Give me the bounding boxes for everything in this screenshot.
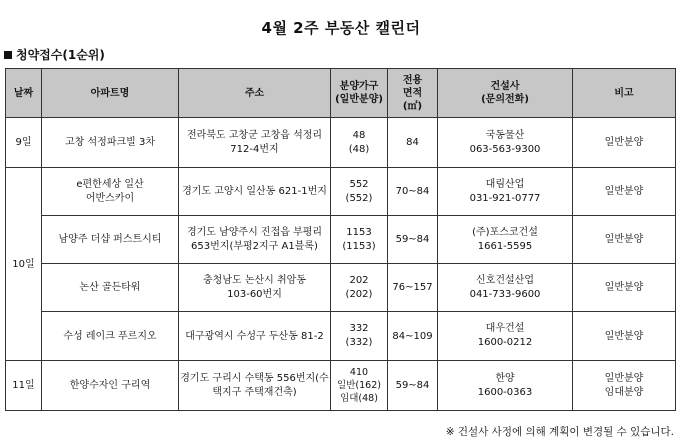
address-line: 653번지(부평2지구 A1블록) (191, 240, 318, 252)
builder-phone: 063-563-9300 (469, 143, 541, 155)
builder-name: (주)포스코건설 (472, 226, 538, 238)
remarks-line: 임대분양 (604, 386, 644, 398)
units-line: (48) (348, 143, 370, 155)
address-line: 전라북도 고창군 고창읍 석정리 (186, 129, 323, 141)
header-remarks: 비고 (573, 69, 676, 118)
units-cell (331, 118, 388, 168)
remarks-line: 일반분양 (604, 330, 644, 342)
apartment-cell (42, 118, 179, 168)
remarks-line: 일반분양 (604, 186, 644, 197)
units-line: 48 (352, 129, 366, 141)
remarks-cell (573, 361, 676, 411)
remarks-line: 일반분양 (604, 282, 644, 293)
header-area-line: 면적 (402, 87, 423, 99)
table-row (6, 216, 676, 264)
header-builder (438, 69, 573, 118)
address-cell (179, 361, 331, 411)
units-cell (331, 264, 388, 312)
builder-phone: 1600-0212 (477, 337, 533, 348)
builder-name: 대림산업 (485, 178, 525, 190)
builder-cell (438, 118, 573, 168)
address-line: 경기도 고양시 일산동 621-1번지 (182, 186, 327, 197)
apartment-cell (42, 312, 179, 361)
calendar-table (5, 68, 676, 411)
units-line: 1153 (346, 226, 372, 238)
apartment-line: 한양수자인 구리역 (69, 380, 151, 391)
area-cell: 59~84 (388, 216, 438, 264)
apartment-line: 고창 석정파크빌 3차 (65, 137, 155, 148)
units-line: 332 (349, 323, 369, 334)
units-line: (552) (345, 192, 373, 204)
remarks-line: 일반분양 (604, 234, 644, 245)
address-cell (179, 168, 331, 216)
remarks-line: 일반분양 (604, 372, 644, 384)
address-line: 충청남도 논산시 취암동 (203, 274, 306, 286)
builder-phone: 1600-0363 (477, 386, 533, 398)
area-cell: 84 (388, 118, 438, 168)
apartment-line: e편한세상 일산 (76, 178, 144, 190)
builder-cell (438, 312, 573, 361)
apartment-cell (42, 264, 179, 312)
table-row (6, 168, 676, 216)
units-line: (202) (345, 288, 373, 300)
apartment-line: 수성 레이크 푸르지오 (63, 330, 157, 342)
square-bullet-icon (4, 51, 12, 59)
footnote: ※ 건설사 사정에 의해 계획이 변경될 수 있습니다. (445, 426, 674, 438)
area-cell: 76~157 (388, 264, 438, 312)
header-builder-line: (문의전화) (481, 94, 529, 105)
header-units-line: 분양가구 (339, 81, 379, 92)
section-label: 청약접수(1순위) (16, 48, 105, 62)
area-cell: 84~109 (388, 312, 438, 361)
address-cell (179, 312, 331, 361)
units-line: 202 (349, 274, 369, 286)
builder-cell (438, 361, 573, 411)
address-line: 103-60번지 (227, 288, 282, 300)
address-line: 경기도 구리시 수택동 556번지(수 (180, 372, 329, 384)
header-builder-line: 건설사 (490, 81, 520, 92)
units-line: 임대(48) (340, 393, 378, 404)
table-header-row (6, 69, 676, 118)
date-cell: 10일 (6, 168, 42, 361)
date-cell: 9일 (6, 118, 42, 168)
address-line: 대구광역시 수성구 두산동 81-2 (185, 330, 324, 342)
builder-name: 국동물산 (485, 129, 525, 141)
apartment-cell (42, 216, 179, 264)
address-cell (179, 264, 331, 312)
apartment-cell (42, 361, 179, 411)
header-address: 주소 (179, 69, 331, 118)
address-cell (179, 216, 331, 264)
page-title: 4월 2주 부동산 캘린더 (261, 19, 421, 37)
units-cell (331, 312, 388, 361)
units-cell (331, 361, 388, 411)
table-row (6, 118, 676, 168)
apartment-line: 어반스카이 (85, 192, 135, 204)
remarks-cell (573, 118, 676, 168)
units-cell (331, 216, 388, 264)
header-date: 날짜 (6, 69, 42, 118)
units-line: (332) (345, 337, 373, 348)
section-heading (4, 46, 105, 63)
header-area-line: (㎡) (402, 100, 423, 112)
remarks-cell (573, 216, 676, 264)
builder-phone: 031-921-0777 (469, 192, 541, 204)
header-units-line: (일반분양) (335, 94, 383, 105)
area-cell: 59~84 (388, 361, 438, 411)
remarks-cell (573, 264, 676, 312)
remarks-cell (573, 168, 676, 216)
table-row (6, 264, 676, 312)
builder-phone: 1661-5595 (477, 240, 533, 252)
address-line: 경기도 남양주시 진접읍 부평리 (186, 226, 323, 238)
units-line: 일반(162) (337, 380, 381, 391)
remarks-line: 일반분양 (604, 137, 644, 148)
builder-cell (438, 216, 573, 264)
area-cell: 70~84 (388, 168, 438, 216)
table-row (6, 361, 676, 411)
builder-cell (438, 168, 573, 216)
units-cell (331, 168, 388, 216)
units-line: 410 (349, 367, 369, 378)
builder-phone: 041-733-9600 (469, 288, 541, 300)
header-area (388, 69, 438, 118)
apartment-cell (42, 168, 179, 216)
units-line: (1153) (342, 240, 376, 252)
table-row (6, 312, 676, 361)
units-line: 552 (349, 178, 369, 190)
header-units (331, 69, 388, 118)
address-line: 택지구 주택재건축) (212, 386, 297, 398)
apartment-line: 논산 골든타워 (79, 282, 141, 293)
date-cell: 11일 (6, 361, 42, 411)
builder-name: 한양 (495, 372, 515, 384)
address-line: 712-4번지 (230, 143, 279, 155)
address-cell (179, 118, 331, 168)
builder-cell (438, 264, 573, 312)
header-area-line: 전용 (402, 74, 423, 86)
apartment-line: 남양주 더샵 퍼스트시티 (58, 234, 162, 245)
header-apartment: 아파트명 (42, 69, 179, 118)
builder-name: 대우건설 (485, 323, 525, 334)
remarks-cell (573, 312, 676, 361)
builder-name: 신호건설산업 (476, 274, 534, 286)
